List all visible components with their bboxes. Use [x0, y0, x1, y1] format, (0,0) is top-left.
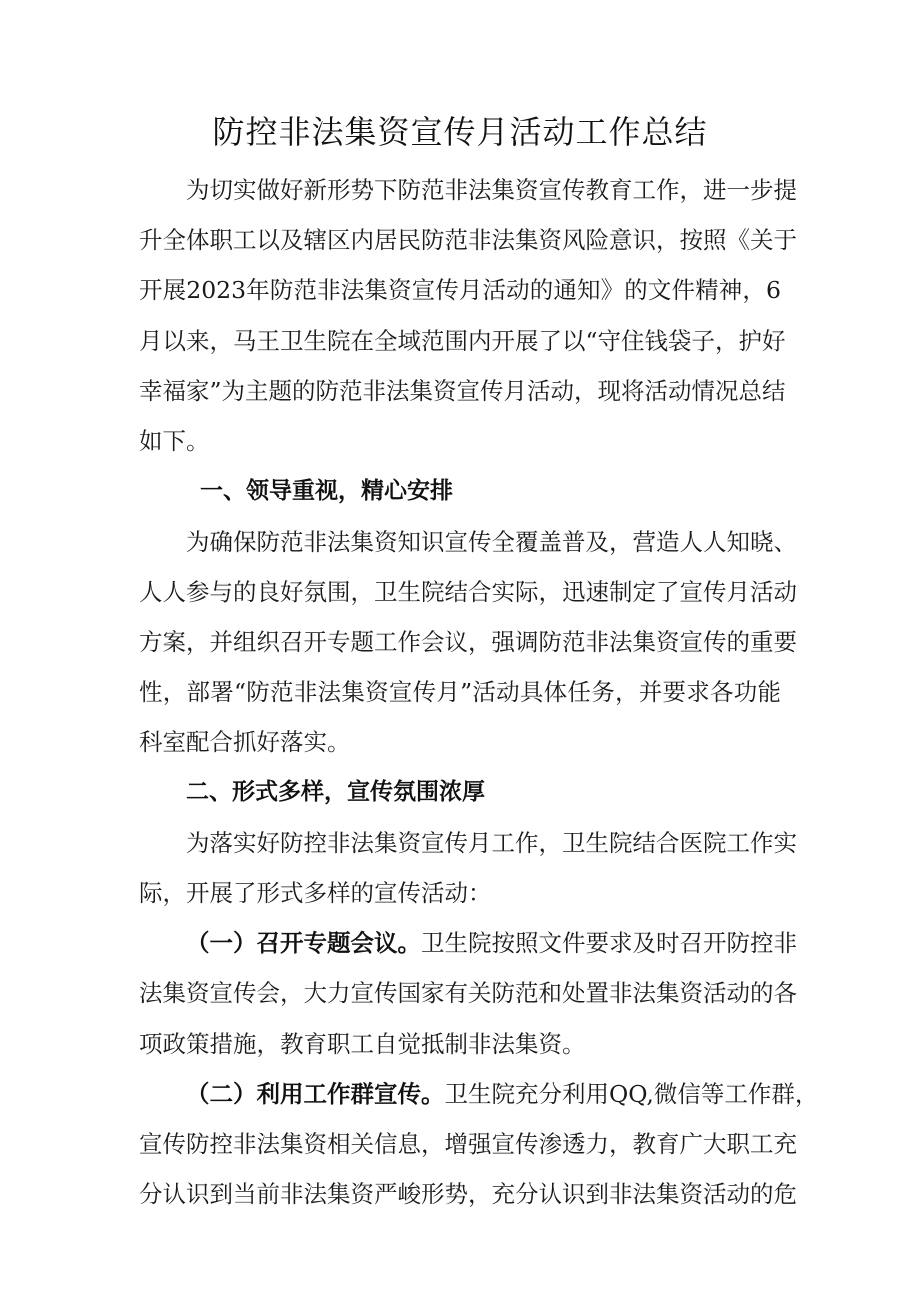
item1-first-rest: 卫生院按照文件要求及时召开防控非 [421, 929, 797, 957]
section2-line: 为落实好防控非法集资宣传月工作，卫生院结合医院工作实 [186, 829, 797, 857]
item2-lead: （二）利用工作群宣传。 [186, 1080, 445, 1108]
item1-first-line [186, 918, 797, 968]
item2-line: 宣传防控非法集资相关信息，增强宣传渗透力，教育广大职工充 [139, 1130, 797, 1158]
intro-line: 为切实做好新形势下防范非法集资宣传教育工作，进一步提 [186, 176, 797, 204]
intro-line: 开展2023年防范非法集资宣传月活动的通知》的文件精神，6 [139, 276, 781, 304]
item1-lead: （一）召开专题会议。 [186, 929, 421, 957]
item2-first-rest: 卫生院充分利用QQ,微信等工作群， [444, 1080, 819, 1108]
item2-first-line [186, 1069, 819, 1119]
section1-line: 性，部署“防范非法集资宣传月”活动具体任务，并要求各功能 [139, 678, 781, 706]
section-heading-1: 一、领导重视，精心安排 [200, 478, 453, 504]
intro-line: 幸福家”为主题的防范非法集资宣传月活动，现将活动情况总结 [139, 377, 786, 405]
intro-line: 月以来，马王卫生院在全域范围内开展了以“守住钱袋子，护好 [139, 327, 786, 355]
intro-line: 如下。 [139, 427, 210, 455]
section1-line: 人人参与的良好氛围，卫生院结合实际，迅速制定了宣传月活动 [139, 578, 797, 606]
item2-line: 分认识到当前非法集资严峻形势，充分认识到非法集资活动的危 [139, 1180, 797, 1208]
document-title: 防控非法集资宣传月活动工作总结 [212, 113, 708, 151]
section1-line: 为确保防范非法集资知识宣传全覆盖普及，营造人人知晓、 [186, 528, 797, 556]
section2-line: 际，开展了形式多样的宣传活动： [139, 879, 492, 907]
intro-line: 升全体职工以及辖区内居民防范非法集资风险意识，按照《关于 [139, 226, 797, 254]
section1-line: 方案，并组织召开专题工作会议，强调防范非法集资宣传的重要 [139, 628, 797, 656]
item1-line: 法集资宣传会，大力宣传国家有关防范和处置非法集资活动的各 [139, 979, 797, 1007]
section1-line: 科室配合抓好落实。 [139, 728, 351, 756]
item1-line: 项政策措施，教育职工自觉抵制非法集资。 [139, 1030, 586, 1058]
section-heading-2: 二、形式多样，宣传氛围浓厚 [186, 779, 485, 805]
